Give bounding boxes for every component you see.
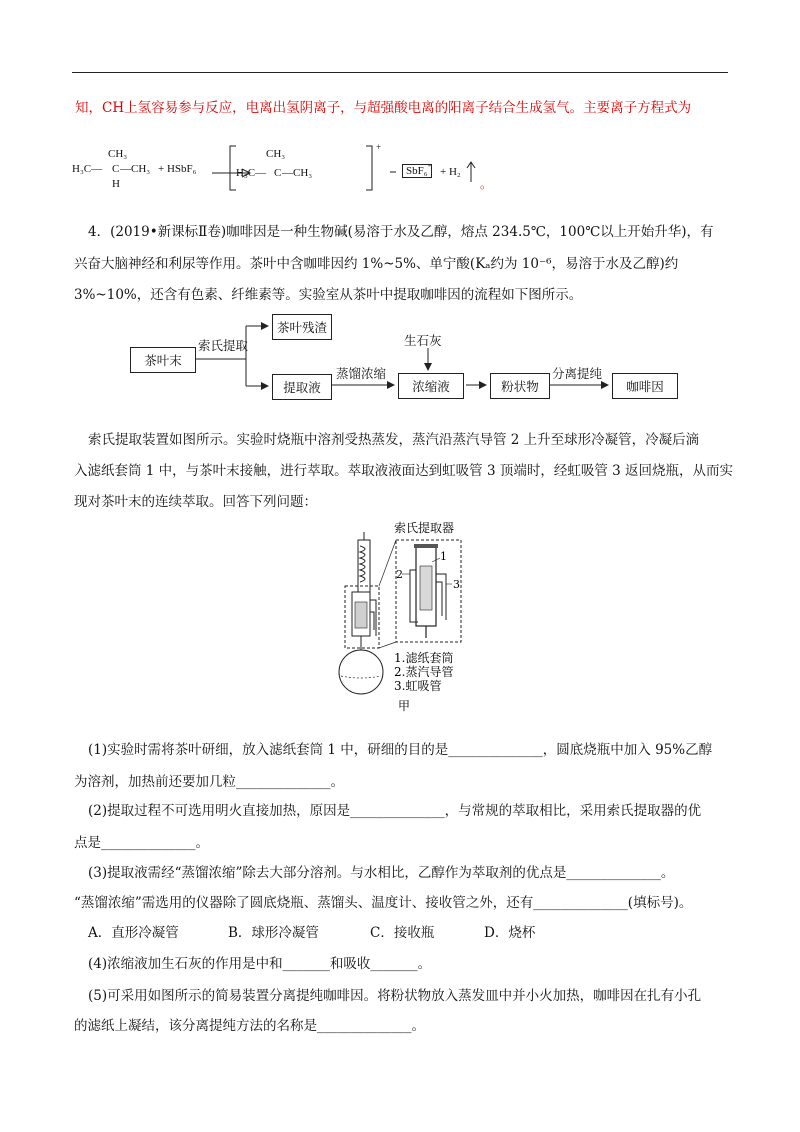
eq-ch3-top-right: CH₃ bbox=[266, 148, 286, 160]
description-line-2: 入滤纸套筒 1 中，与茶叶末接触，进行萃取。萃取液液面达到虹吸管 3 顶端时，经虹吸管 3 返回烧瓶，从而实 bbox=[74, 463, 734, 479]
apparatus-label-1: 1 bbox=[440, 550, 447, 563]
question-line-1: 4．(2019•新课标Ⅱ卷)咖啡因是一种生物碱(易溶于水及乙醇，熔点 234.5℃，100℃以上开始升华)，有 bbox=[88, 224, 714, 240]
q3-line-1: (3)提取液需经“蒸馏浓缩”除去大部分溶剂。与水相比，乙醇作为萃取剂的优点是______________。 bbox=[88, 865, 675, 881]
apparatus-legend-2: 2.蒸汽导管 bbox=[394, 665, 454, 679]
eq-ch3-right-right: —CH₃ bbox=[282, 167, 313, 179]
flow-box-residue: 茶叶残渣 bbox=[272, 314, 332, 340]
question-line-2: 兴奋大脑神经和利尿等作用。茶叶中含咖啡因约 1%~5%、单宁酸(Kₐ约为 10⁻⁶，易溶于水及乙醇)约 bbox=[74, 256, 679, 272]
apparatus-title: 索氏提取器 bbox=[394, 521, 455, 535]
apparatus-label-2: 2 bbox=[396, 568, 403, 581]
question-line-3: 3%~10%，还含有色素、纤维素等。实验室从茶叶中提取咖啡因的流程如下图所示。 bbox=[74, 287, 583, 303]
option-d: D．烧杯 bbox=[484, 925, 536, 941]
option-c: C．接收瓶 bbox=[370, 925, 435, 941]
condenser-coil bbox=[360, 546, 365, 582]
q5-line-1: (5)可采用如图所示的简易装置分离提纯咖啡因。将粉状物放入蒸发皿中并小火加热，咖啡因在扎有小孔 bbox=[88, 988, 702, 1004]
flow-label-step1: 索氏提取 bbox=[198, 338, 249, 353]
apparatus-caption: 甲 bbox=[398, 699, 411, 713]
flow-label-step2: 蒸馏浓缩 bbox=[336, 366, 387, 381]
apparatus-legend-3: 3.虹吸管 bbox=[394, 679, 442, 693]
flow-box-powder: 粉状物 bbox=[490, 373, 550, 399]
packing-zoom bbox=[420, 566, 432, 610]
eq-reagent: + HSbF₆ bbox=[158, 163, 197, 175]
q2-line-2: 点是______________。 bbox=[74, 835, 209, 851]
flow-label-reagent: 生石灰 bbox=[404, 333, 442, 348]
flow-box-extract: 提取液 bbox=[272, 374, 332, 400]
eq-c-right: C bbox=[274, 167, 282, 179]
eq-h3c-right: H₃C— bbox=[236, 167, 267, 179]
flow-box-start: 茶叶末 bbox=[130, 347, 196, 373]
soxhlet-apparatus-figure bbox=[336, 512, 476, 722]
eq-ch3-top-left: CH₃ bbox=[108, 148, 128, 160]
q1-line-2: 为溶剂，加热前还要加几粒______________。 bbox=[74, 774, 344, 790]
eq-end-mark: 。 bbox=[480, 177, 493, 191]
q4-line: (4)浓缩液加生石灰的作用是中和_______和吸收_______。 bbox=[88, 956, 432, 972]
option-a: A．直形冷凝管 bbox=[88, 925, 179, 941]
description-line-1: 索氏提取装置如图所示。实验时烧瓶中溶剂受热蒸发，蒸汽沿蒸汽导管 2 上升至球形冷凝管，冷凝后滴 bbox=[88, 432, 700, 448]
apparatus-label-3: 3 bbox=[453, 578, 460, 591]
q1-line-1: (1)实验时需将茶叶研细，放入滤纸套筒 1 中，研细的目的是______________，圆底烧瓶中加入 95%乙醇 bbox=[88, 742, 713, 758]
flow-label-step3: 分离提纯 bbox=[552, 366, 603, 381]
eq-h2: + H₂ bbox=[440, 166, 461, 178]
apparatus-legend-1: 1.滤纸套筒 bbox=[394, 651, 454, 665]
option-b: B．球形冷凝管 bbox=[228, 925, 319, 941]
q3-line-2: “蒸馏浓缩”需选用的仪器除了圆底烧瓶、蒸馏头、温度计、接收管之外，还有______________(填标号)。 bbox=[74, 895, 693, 911]
round-flask bbox=[339, 650, 383, 694]
description-line-3: 现对茶叶末的连续萃取。回答下列问题： bbox=[74, 494, 317, 510]
eq-h-bottom: H bbox=[112, 178, 120, 190]
eq-c-left: C bbox=[112, 163, 120, 175]
eq-charge-minus: - bbox=[428, 160, 431, 170]
packing-small bbox=[355, 602, 367, 628]
eq-ch3-right-left: —CH₃ bbox=[120, 163, 151, 175]
eq-charge-plus: + bbox=[376, 142, 382, 152]
q2-line-1: (2)提取过程不可选用明火直接加热，原因是______________，与常规的萃取相比，采用索氏提取器的优 bbox=[88, 803, 702, 819]
eq-anion: SbF₆ bbox=[402, 164, 432, 178]
flow-box-concentrate: 浓缩液 bbox=[398, 373, 464, 399]
eq-h3c-left: H₃C— bbox=[72, 163, 103, 175]
intro-red-line: 知，CH上氢容易参与反应，电离出氢阴离子，与超强酸电离的阳离子结合生成氢气。主要离子方程式为 bbox=[75, 100, 692, 116]
flow-arrows bbox=[0, 0, 800, 420]
flow-box-product: 咖啡因 bbox=[612, 373, 678, 399]
q5-line-2: 的滤纸上凝结，该分离提纯方法的名称是______________。 bbox=[74, 1018, 425, 1034]
